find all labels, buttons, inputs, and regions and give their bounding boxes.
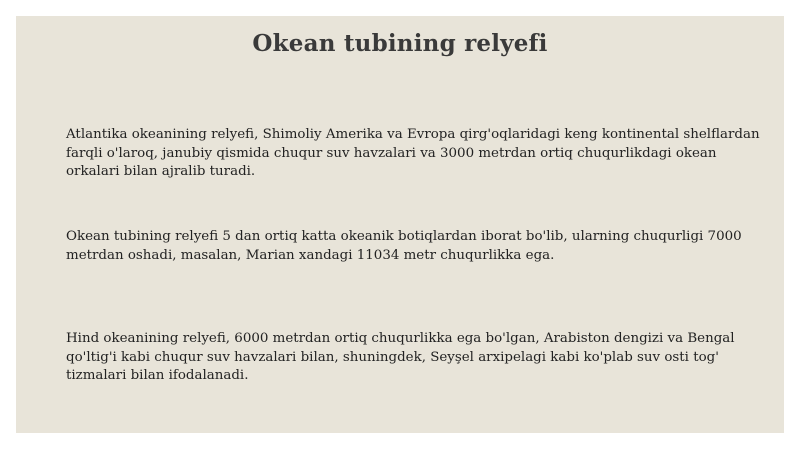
slide [16,16,784,433]
paragraph-indian: Hind okeanining relyefi, 6000 metrdan ortiq chuqurlikka ega bo'lgan, Arabiston dengizi va Bengal qo'ltig'i kabi chuqur suv havzalari bilan, shuningdek, Seyşel arxipelagi kabi ko'plab suv osti tog' tizmalari bilan ifodalanadi. [66,331,735,383]
slide-title: Okean tubining relyefi [252,30,548,57]
paragraph-atlantic: Atlantika okeanining relyefi, Shimoliy Amerika va Evropa qirg'oqlaridagi keng kontinental shelflardan farqli o'laroq, janubiy qismida chuqur suv havzalari va 3000 metrdan ortiq chuqurlikdagi okean orkalari bilan ajralib turadi. [66,127,760,179]
paragraph-ocean-basins: Okean tubining relyefi 5 dan ortiq katta okeanik botiqlardan iborat bo'lib, ularning chuqurligi 7000 metrdan oshadi, masalan, Marian xandagi 11034 metr chuqurlikka ega. [66,229,742,263]
